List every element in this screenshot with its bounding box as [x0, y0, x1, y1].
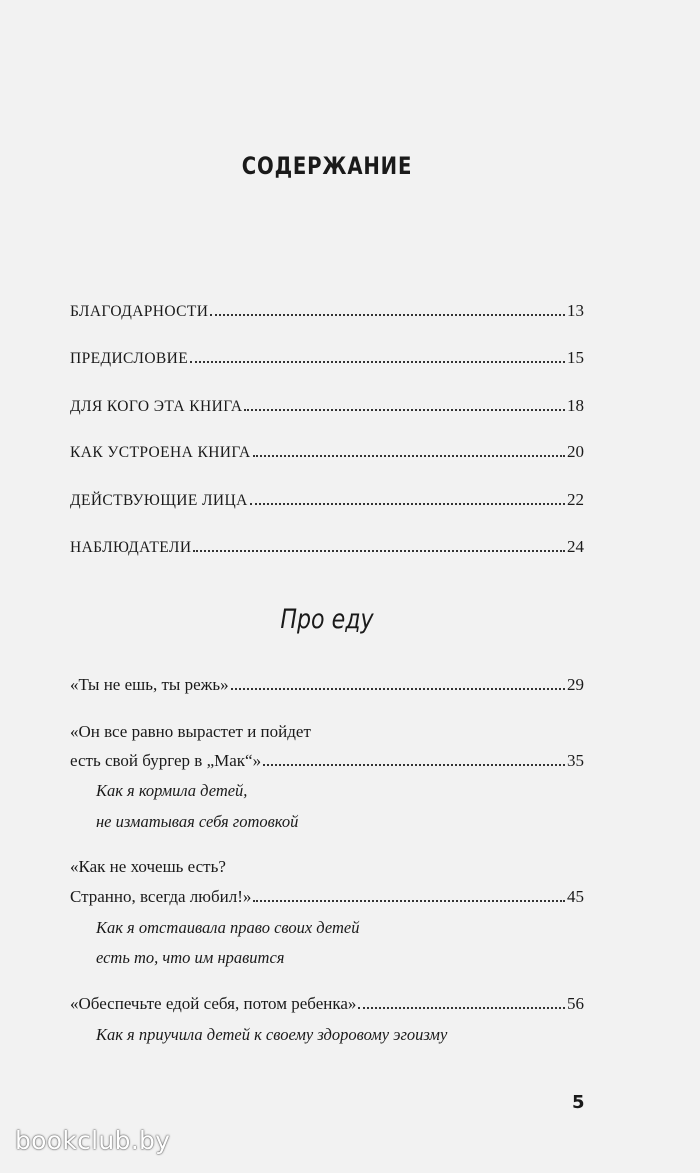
toc-chapter-subtitle: Как я отстаивала право своих детей: [96, 918, 360, 937]
toc-chapter-1: [70, 674, 584, 696]
dot-leader: [253, 900, 565, 902]
toc-entry-characters: [70, 489, 584, 512]
toc-entry-label: ДЕЙСТВУЮЩИЕ ЛИЦА: [70, 492, 248, 509]
toc-chapter-subtitle: Как я приучила детей к своему здоровому эгоизму: [96, 1025, 448, 1044]
toc-entry-page: 22: [567, 490, 584, 509]
toc-entry-label: КАК УСТРОЕНА КНИГА: [70, 444, 251, 461]
toc-entry-preface: [70, 347, 584, 370]
toc-entry-page: 20: [567, 442, 584, 461]
toc-chapter-subtitle: есть то, что им нравится: [96, 948, 285, 967]
toc-entry-acknowledgements: [70, 300, 584, 323]
dot-leader: [250, 503, 565, 505]
dot-leader: [358, 1007, 565, 1009]
dot-leader: [210, 314, 565, 316]
page-number: 5: [572, 1092, 585, 1113]
toc-chapter-page: 35: [567, 751, 584, 770]
watermark: bookclub.by: [15, 1126, 171, 1155]
toc-chapter-subtitle: Как я кормила детей,: [96, 781, 248, 800]
toc-entry-page: 13: [567, 301, 584, 320]
toc-chapter-4: [70, 993, 584, 1015]
toc-entry-structure: [70, 441, 584, 464]
toc-chapter-page: 56: [567, 994, 584, 1013]
dot-leader: [244, 409, 565, 411]
toc-chapter-subtitle: не изматывая себя готовкой: [96, 812, 299, 831]
dot-leader: [263, 764, 565, 766]
toc-chapter-title-line2: Странно, всегда любил!»: [70, 887, 252, 906]
toc-entry-observers: [70, 536, 584, 559]
dot-leader: [231, 688, 565, 690]
toc-chapter-3: [70, 886, 584, 908]
toc-chapter-title: «Ты не ешь, ты режь»: [70, 675, 229, 694]
toc-chapter-title-line2: есть свой бургер в „Мак“»: [70, 751, 262, 770]
toc-entry-label: ДЛЯ КОГО ЭТА КНИГА: [70, 398, 243, 415]
toc-entry-audience: [70, 395, 584, 418]
toc-chapter-page: 29: [567, 675, 584, 694]
page-title: СОДЕРЖАНИЕ: [241, 152, 413, 180]
dot-leader: [253, 455, 565, 457]
toc-entry-label: ПРЕДИСЛОВИЕ: [70, 350, 189, 367]
toc-entry-label: БЛАГОДАРНОСТИ: [70, 303, 209, 320]
dot-leader: [193, 550, 565, 552]
toc-entry-page: 24: [567, 537, 584, 556]
toc-chapter-title-line1: «Он все равно вырастет и пойдет: [70, 722, 311, 741]
toc-entry-page: 18: [567, 396, 584, 415]
toc-chapter-2: [70, 750, 584, 772]
toc-chapter-title: «Обеспечьте едой себя, потом ребенка»: [70, 994, 357, 1013]
section-heading: Про еду: [280, 604, 374, 635]
dot-leader: [190, 361, 565, 363]
toc-chapter-page: 45: [567, 887, 584, 906]
toc-chapter-title-line1: «Как не хочешь есть?: [70, 857, 226, 876]
toc-entry-label: НАБЛЮДАТЕЛИ: [70, 539, 192, 556]
toc-entry-page: 15: [567, 348, 584, 367]
